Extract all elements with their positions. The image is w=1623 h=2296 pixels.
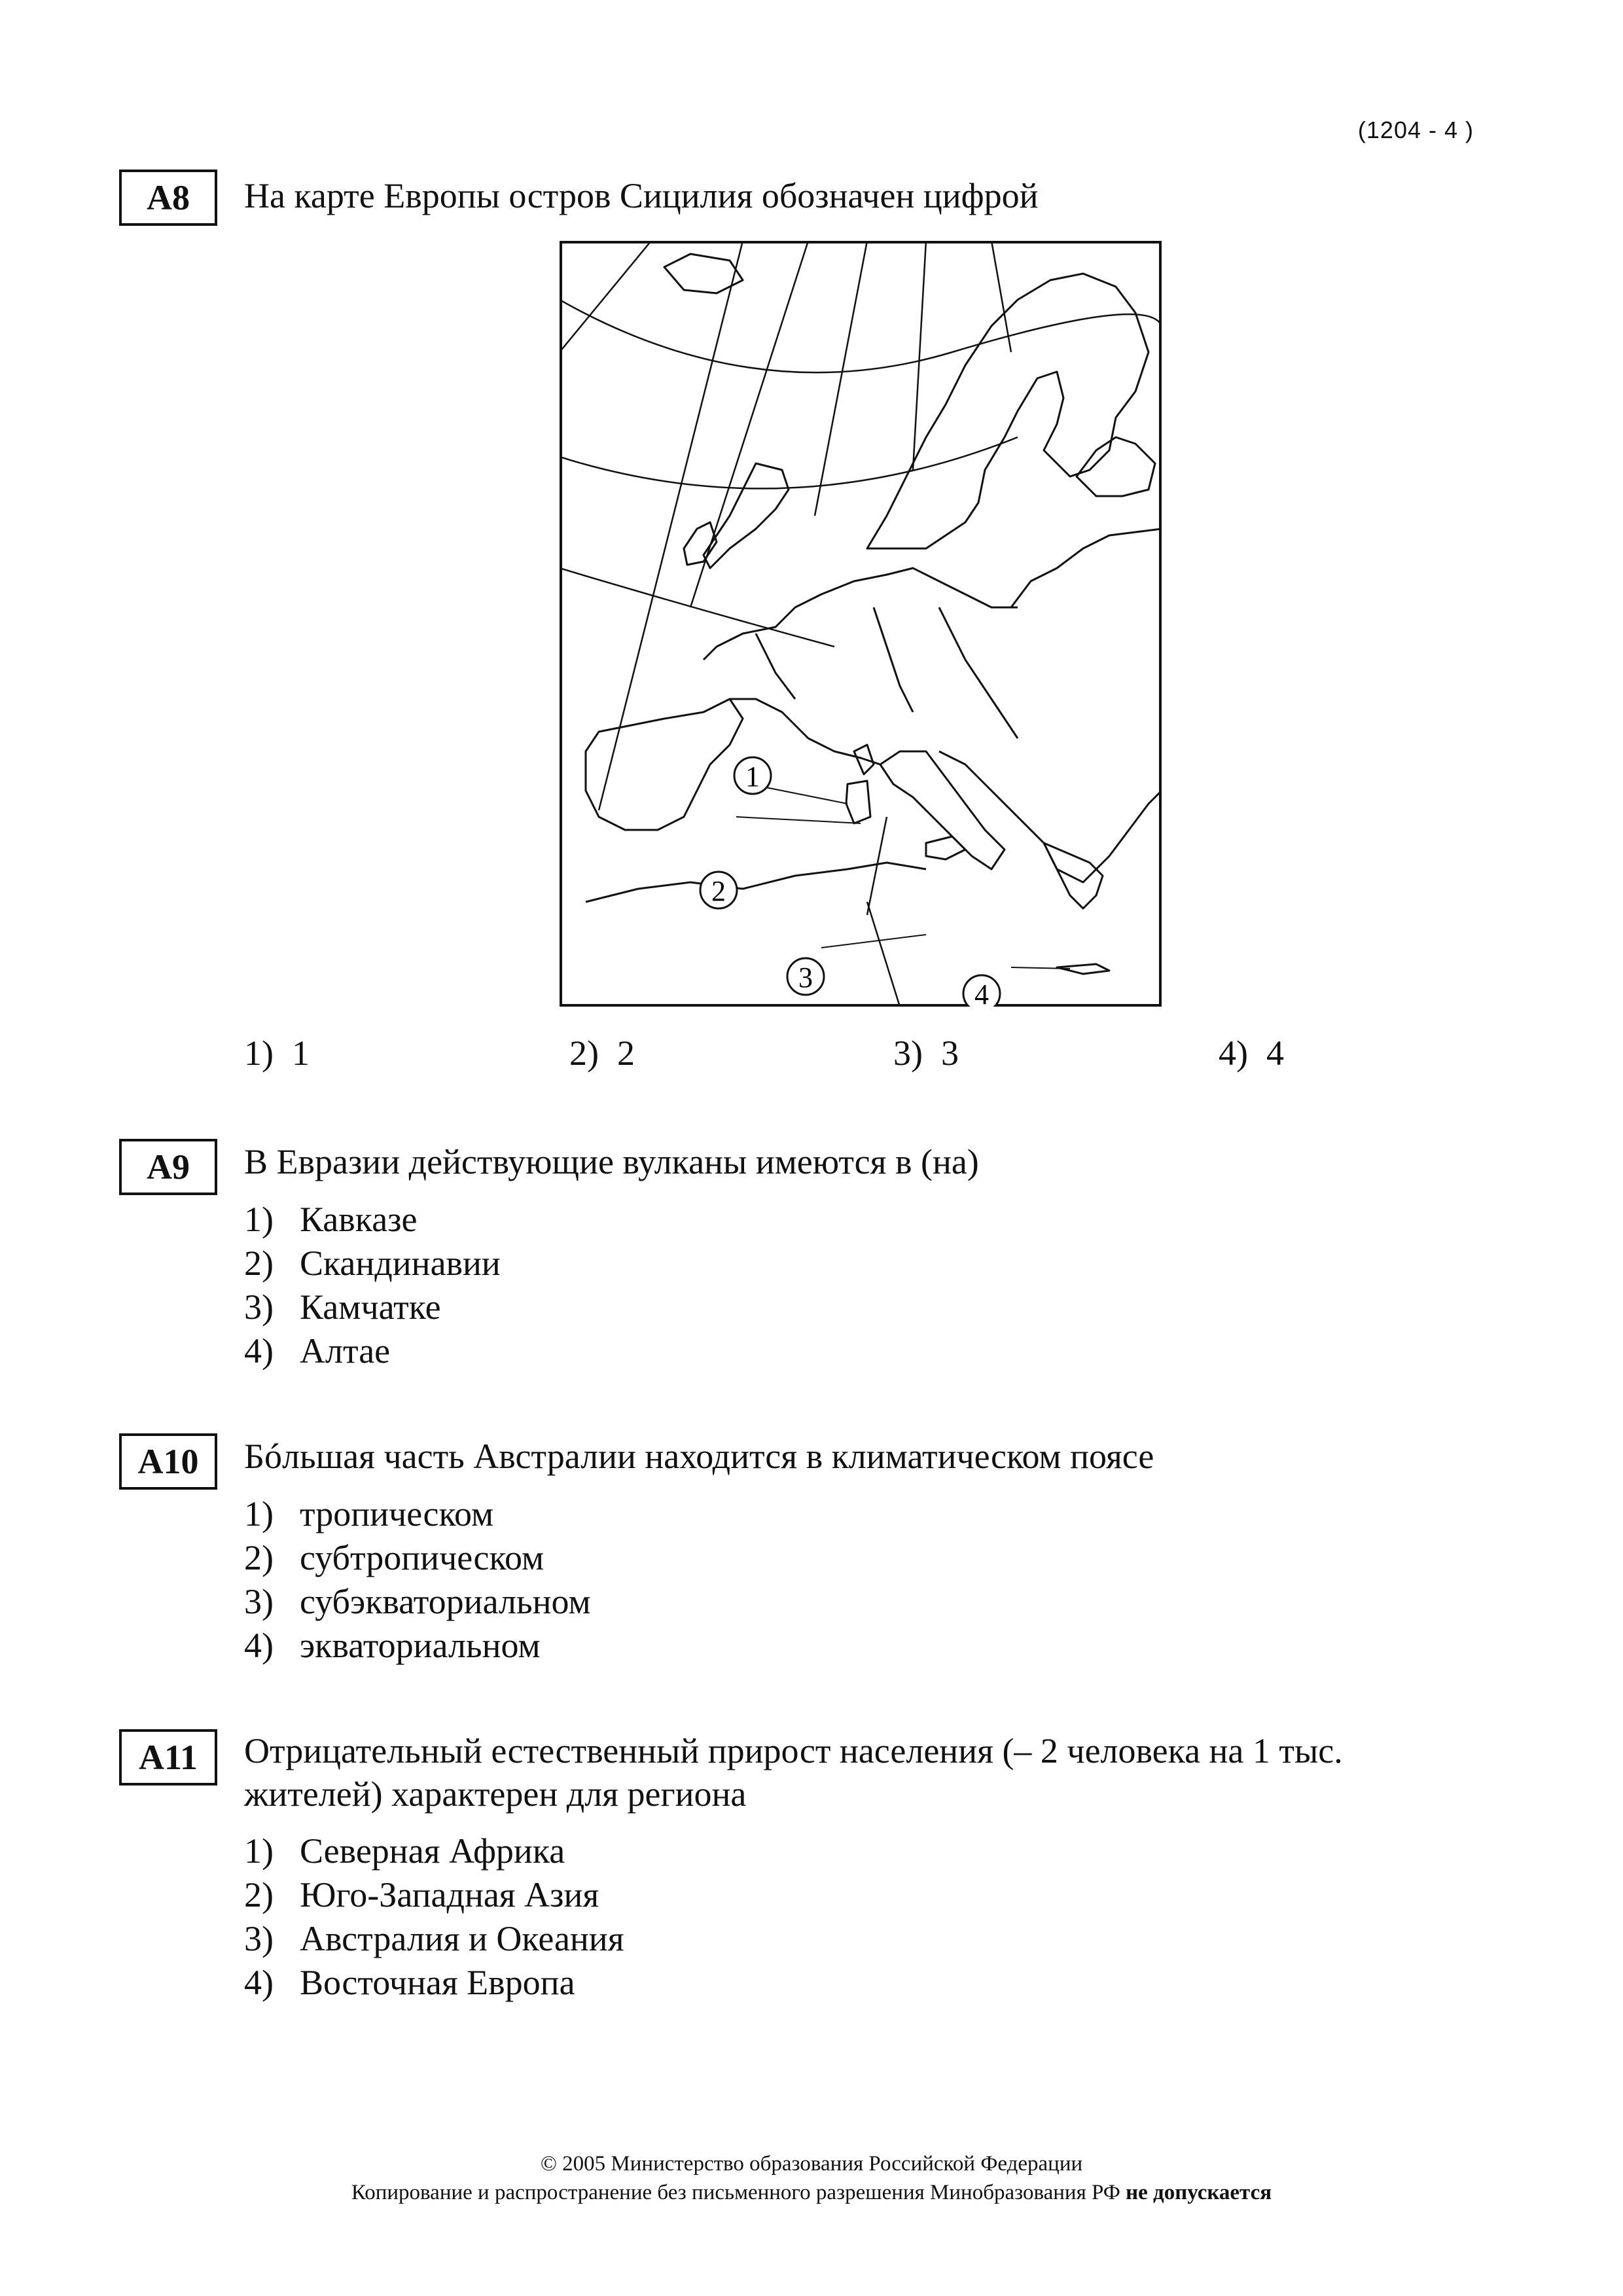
answer-option-a11-2[interactable]: 2) Юго-Западная Азия — [244, 1875, 599, 1914]
answer-option-a8-1[interactable]: 1) 1 — [244, 1033, 310, 1073]
answer-option-a10-4[interactable]: 4) экваториальном — [244, 1626, 541, 1665]
answer-option-a11-1[interactable]: 1) Северная Африка — [244, 1831, 565, 1871]
question-text-a9: В Евразии действующие вулканы имеются в (на) — [244, 1142, 979, 1181]
question-label-a8: А8 — [119, 170, 217, 226]
copy-restriction-line: Копирование и распространение без письменного разрешения Минобразования РФ не допускается — [351, 2181, 1272, 2204]
answer-list-a11 — [244, 1829, 624, 2005]
svg-text:3: 3 — [798, 961, 813, 994]
svg-text:1: 1 — [745, 761, 760, 793]
answer-option-a8-4[interactable]: 4) 4 — [1219, 1033, 1284, 1073]
copyright-line: © 2005 Министерство образования Российской Федерации — [540, 2152, 1083, 2176]
map-marker-1 — [734, 757, 771, 794]
question-text-a11: Отрицательный естественный прирост населения (– 2 человека на 1 тыс. жителей) характерен для региона — [244, 1731, 1343, 1814]
question-label-a11: А11 — [119, 1729, 217, 1785]
answer-option-a9-1[interactable]: 1) Кавказе — [244, 1200, 418, 1239]
svg-text:4: 4 — [974, 978, 989, 1007]
question-text-a10: Бóльшая часть Австралии находится в климатическом поясе — [244, 1437, 1154, 1476]
answer-list-a10 — [244, 1492, 591, 1668]
question-label-a9: А9 — [119, 1139, 217, 1195]
answer-option-a9-4[interactable]: 4) Алтае — [244, 1331, 391, 1371]
map-marker-2 — [700, 872, 737, 908]
question-label-a10: А10 — [119, 1433, 217, 1490]
map-frame — [561, 242, 1160, 1005]
svg-text:2: 2 — [711, 875, 726, 907]
page-code: (1204 - 4 ) — [1357, 117, 1474, 143]
map-marker-4 — [963, 975, 1000, 1007]
europe-map — [560, 241, 1162, 1007]
question-text-a8: На карте Европы остров Сицилия обозначен цифрой — [244, 176, 1039, 215]
answer-option-a9-2[interactable]: 2) Скандинавии — [244, 1244, 501, 1283]
restriction-emphasis: не допускается — [1126, 2181, 1272, 2204]
answer-option-a10-1[interactable]: 1) тропическом — [244, 1494, 494, 1534]
answer-option-a10-3[interactable]: 3) субэкваториальном — [244, 1582, 591, 1621]
answer-list-a9 — [244, 1198, 501, 1373]
answer-option-a8-3[interactable]: 3) 3 — [893, 1033, 959, 1073]
map-marker-3 — [787, 958, 824, 995]
answer-option-a11-4[interactable]: 4) Восточная Европа — [244, 1963, 575, 2002]
answer-option-a9-3[interactable]: 3) Камчатке — [244, 1287, 441, 1327]
answer-option-a8-2[interactable]: 2) 2 — [569, 1033, 635, 1073]
answer-option-a11-3[interactable]: 3) Австралия и Океания — [244, 1919, 624, 1958]
answer-option-a10-2[interactable]: 2) субтропическом — [244, 1538, 544, 1577]
